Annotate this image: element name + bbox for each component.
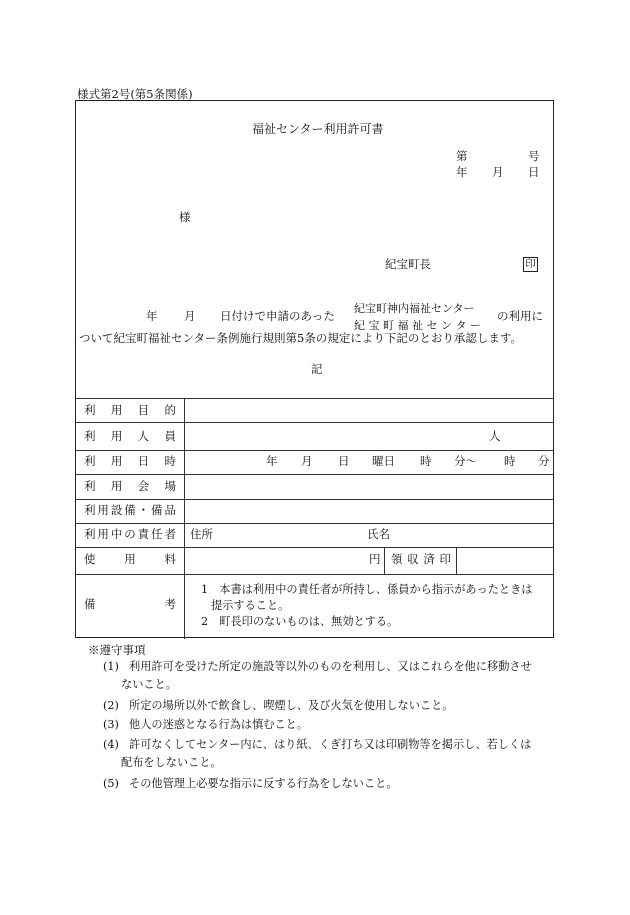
label-responsible: 利 用 中 の 責 任 者 <box>84 527 176 541</box>
dt-weekday: 曜日 <box>372 454 395 468</box>
label-remarks: 備 考 <box>84 597 176 611</box>
form-number-label: 様式第2号(第5条関係) <box>77 87 193 101</box>
ki-heading: 記 <box>311 362 323 376</box>
body-year: 年 <box>146 309 158 323</box>
number-prefix: 第 <box>456 149 468 163</box>
receipt-seal-label: 領 収 済 印 <box>391 552 451 566</box>
responsible-name: 氏名 <box>367 527 390 541</box>
body-line-2: ついて紀宝町福祉センター条例施行規則第5条の規定により下記のとおり承認します。 <box>79 331 522 345</box>
recipient-honorific: 様 <box>179 210 191 224</box>
fee-yen: 円 <box>369 552 381 566</box>
permit-form <box>75 100 554 638</box>
date-month: 月 <box>492 165 504 179</box>
body-use-of: の利用に <box>497 309 543 323</box>
persons-unit: 人 <box>489 429 501 443</box>
label-fee: 使 用 料 <box>84 552 176 566</box>
center-option-kiho: 紀 宝 町 福 祉 セ ン タ ー <box>354 319 481 332</box>
label-purpose: 利 用 目 的 <box>84 403 176 417</box>
dt-day: 日 <box>338 454 350 468</box>
dt-year: 年 <box>266 454 278 468</box>
mayor-seal-box: 印 <box>523 257 538 272</box>
remark-2: 2 町長印のないものは、無効とする。 <box>201 615 399 628</box>
remark-1-cont: 提示すること。 <box>211 599 290 612</box>
label-venue: 利 用 会 場 <box>84 479 176 493</box>
label-persons: 利 用 人 員 <box>84 429 176 443</box>
body-month: 月 <box>184 309 196 323</box>
dt-end-min: 分 <box>538 454 550 468</box>
center-option-jinnai: 紀宝町神内福祉センター <box>354 302 475 315</box>
responsible-address: 住所 <box>190 527 213 541</box>
note-item: (1) 利用許可を受けた所定の施設等以外のものを利用し、又はこれらを他に移動させ ないこと。 <box>103 660 532 691</box>
dt-start-hour: 時 <box>420 454 432 468</box>
date-year: 年 <box>456 165 468 179</box>
body-date-applied: 日付けで申請のあった <box>220 309 335 323</box>
compliance-heading: ※遵守事項 <box>88 643 146 657</box>
label-equipment: 利 用 設 備 ・ 備 品 <box>84 503 176 517</box>
label-datetime: 利 用 日 時 <box>84 454 176 468</box>
number-suffix: 号 <box>528 149 540 163</box>
note-item: (3) 他人の迷惑となる行為は慎むこと。 <box>103 718 309 731</box>
issuer-name: 紀宝町長 <box>385 257 431 271</box>
dt-month: 月 <box>301 454 313 468</box>
dt-start-min: 分～ <box>454 454 477 468</box>
dt-end-hour: 時 <box>504 454 516 468</box>
document-title: 福祉センター利用許可書 <box>252 122 384 136</box>
note-item: (2) 所定の場所以外で飲食し、喫煙し、及び火気を使用しないこと。 <box>103 699 454 712</box>
note-item: (4) 許可なくしてセンター内に、はり紙、くぎ打ち又は印刷物等を掲示し、若しくは 配布をしないこと。 <box>103 738 532 769</box>
remark-1: 1 本書は利用中の責任者が所持し、係員から指示があったときは <box>201 583 533 596</box>
note-item: (5) その他管理上必要な指示に反する行為をしないこと。 <box>103 777 398 790</box>
date-day: 日 <box>528 165 540 179</box>
